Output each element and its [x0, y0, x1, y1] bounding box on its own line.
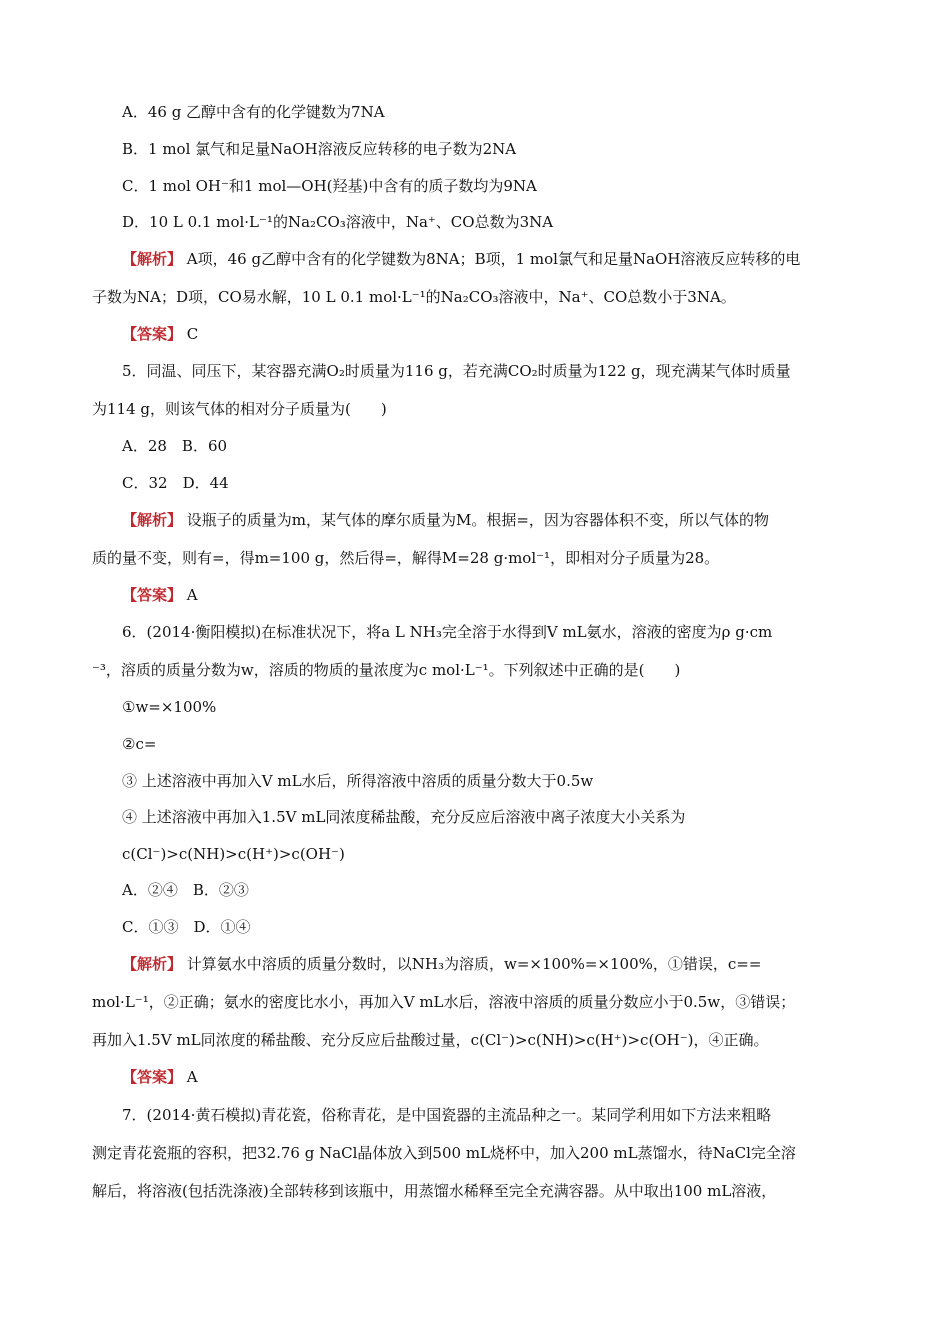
answer-tag: 【答案】 — [122, 586, 183, 604]
q6-item-2: ②c= — [122, 735, 157, 753]
q5-analysis-line-2: 质的量不变，则有=，得m=100 g，然后得=，解得M=28 g·mol⁻¹，即相对分子质量为28。 — [92, 549, 720, 567]
q5-options-cd: C．32 D．44 — [122, 474, 229, 492]
answer-value: A — [182, 586, 198, 604]
q7-stem-line-3: 解后，将溶液(包括洗涤液)全部转移到该瓶中，用蒸馏水稀释至完全充满容器。从中取出100 mL溶液， — [92, 1182, 777, 1200]
analysis-text: 计算氨水中溶质的质量分数时，以NH₃为溶质，w=×100%=×100%，①错误，c== — [182, 955, 762, 973]
q6-stem-line-1: 6．(2014·衡阳模拟)在标准状况下，将a L NH₃完全溶于水得到V mL氨水，溶液的密度为ρ g·cm — [122, 623, 773, 641]
answer-value: A — [182, 1068, 198, 1086]
analysis-tag: 【解析】 — [122, 250, 183, 268]
q5-answer — [122, 585, 198, 605]
answer-tag: 【答案】 — [122, 325, 183, 343]
analysis-text: A项，46 g乙醇中含有的化学键数为8NA；B项，1 mol氯气和足量NaOH溶液反应转移的电 — [182, 250, 801, 268]
q6-analysis-line-3: 再加入1.5V mL同浓度的稀盐酸、充分反应后盐酸过量，c(Cl⁻)>c(NH)>c(H⁺)>c(OH⁻)，④正确。 — [92, 1031, 769, 1049]
q6-options-cd: C．①③ D．①④ — [122, 918, 251, 936]
q6-answer — [122, 1067, 198, 1087]
answer-tag: 【答案】 — [122, 1068, 183, 1086]
q5-stem-line-1: 5．同温、同压下，某容器充满O₂时质量为116 g，若充满CO₂时质量为122 g，现充满某气体时质量 — [122, 362, 791, 380]
q4-analysis-line-2: 子数为NA；D项，CO易水解，10 L 0.1 mol·L⁻¹的Na₂CO₃溶液中，Na⁺、CO总数小于3NA。 — [92, 288, 736, 306]
q4-analysis-line-1 — [122, 249, 800, 269]
q7-stem-line-1: 7．(2014·黄石模拟)青花瓷，俗称青花，是中国瓷器的主流品种之一。某同学利用如下方法来粗略 — [122, 1106, 772, 1124]
q4-option-a: A．46 g 乙醇中含有的化学键数为7NA — [122, 103, 385, 121]
q6-analysis-line-2: mol·L⁻¹，②正确；氨水的密度比水小，再加入V mL水后，溶液中溶质的质量分数应小于0.5w，③错误； — [92, 993, 796, 1011]
q4-option-b: B．1 mol 氯气和足量NaOH溶液反应转移的电子数为2NA — [122, 140, 517, 158]
q6-item-4: ④ 上述溶液中再加入1.5V mL同浓度稀盐酸，充分反应后溶液中离子浓度大小关系为 — [122, 808, 686, 826]
q6-stem-line-2: ⁻³，溶质的质量分数为w，溶质的物质的量浓度为c mol·L⁻¹。下列叙述中正确的是( ) — [92, 661, 681, 679]
analysis-tag: 【解析】 — [122, 511, 183, 529]
q5-stem-line-2: 为114 g，则该气体的相对分子质量为( ) — [92, 400, 387, 418]
answer-value: C — [182, 325, 199, 343]
q7-stem-line-2: 测定青花瓷瓶的容积，把32.76 g NaCl晶体放入到500 mL烧杯中，加入200 mL蒸馏水，待NaCl完全溶 — [92, 1144, 796, 1162]
q6-item-3: ③ 上述溶液中再加入V mL水后，所得溶液中溶质的质量分数大于0.5w — [122, 772, 594, 790]
analysis-tag: 【解析】 — [122, 955, 183, 973]
q6-options-ab: A．②④ B．②③ — [122, 881, 249, 899]
q4-option-c: C．1 mol OH⁻和1 mol—OH(羟基)中含有的质子数均为9NA — [122, 177, 537, 195]
q6-analysis-line-1 — [122, 954, 761, 974]
q6-item-4-relation: c(Cl⁻)>c(NH)>c(H⁺)>c(OH⁻) — [122, 845, 345, 863]
q6-item-1: ①w=×100% — [122, 698, 217, 716]
q4-answer — [122, 324, 198, 344]
q4-option-d: D．10 L 0.1 mol·L⁻¹的Na₂CO₃溶液中，Na⁺、CO总数为3NA — [122, 213, 554, 231]
q5-analysis-line-1 — [122, 510, 769, 530]
q5-options-ab: A．28 B．60 — [122, 437, 228, 455]
analysis-text: 设瓶子的质量为m，某气体的摩尔质量为M。根据=，因为容器体积不变，所以气体的物 — [182, 511, 769, 529]
